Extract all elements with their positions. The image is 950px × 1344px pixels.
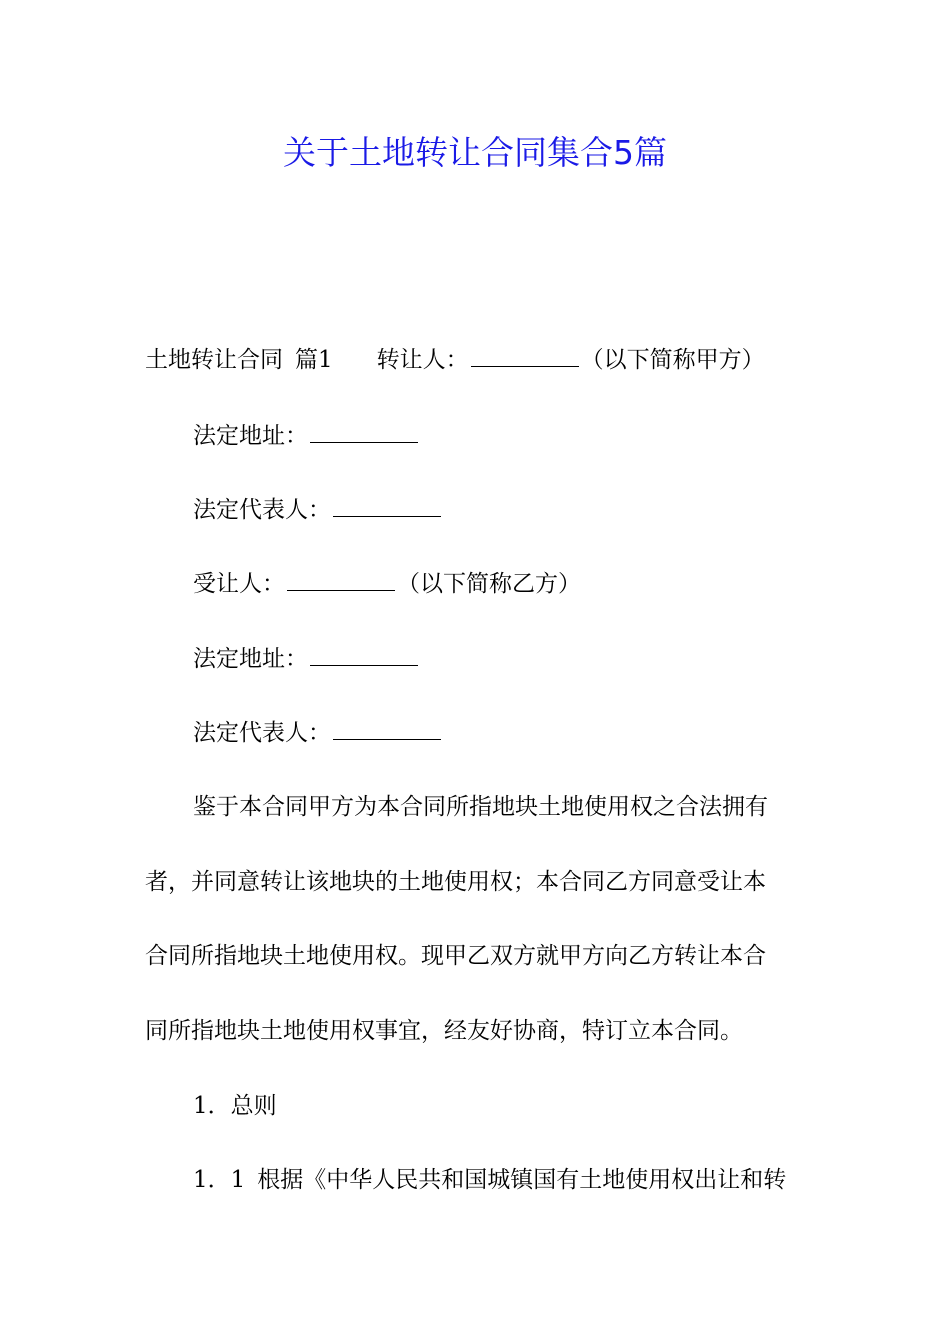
field-line (193, 494, 810, 525)
field-label: 法定地址： (193, 646, 308, 672)
preamble-line: 合同所指地块土地使用权。现甲乙双方就甲方向乙方转让本合 (145, 943, 766, 969)
clause-text: 根据《中华人民共和国城镇国有土地使用权出让和转 (257, 1167, 787, 1193)
field-blank (310, 643, 418, 666)
field-line (193, 643, 810, 674)
section-label: 土地转让合同 (145, 347, 283, 373)
preamble-line: 者，并同意转让该地块的土地使用权；本合同乙方同意受让本 (145, 869, 766, 895)
contract-heading-line (145, 344, 810, 375)
part-label: 篇1 (295, 347, 333, 373)
document-title: 关于土地转让合同集合5篇 (283, 133, 667, 172)
preamble-line: 同所指地块土地使用权事宜，经友好协商，特订立本合同。 (145, 1018, 743, 1044)
field-label: 法定地址： (193, 423, 308, 449)
field-label: 受让人： (193, 571, 285, 597)
clause-line (193, 1165, 810, 1195)
section-heading: 1．总则 (193, 1093, 277, 1119)
field-label: 法定代表人： (193, 497, 331, 523)
field-blank (310, 420, 418, 443)
field-label: 法定代表人： (193, 720, 331, 746)
field-blank (333, 717, 441, 740)
transferor-blank (471, 344, 579, 367)
field-line (193, 717, 810, 748)
field-line (193, 568, 810, 599)
field-blank (333, 494, 441, 517)
clause-number: 1．1 (193, 1167, 246, 1193)
transferor-note: （以下简称甲方） (580, 347, 765, 373)
field-line (193, 420, 810, 451)
field-note: （以下简称乙方） (397, 571, 581, 597)
preamble-line: 鉴于本合同甲方为本合同所指地块土地使用权之合法拥有 (193, 794, 768, 820)
field-blank (287, 568, 395, 591)
transferor-label: 转让人： (376, 347, 469, 373)
